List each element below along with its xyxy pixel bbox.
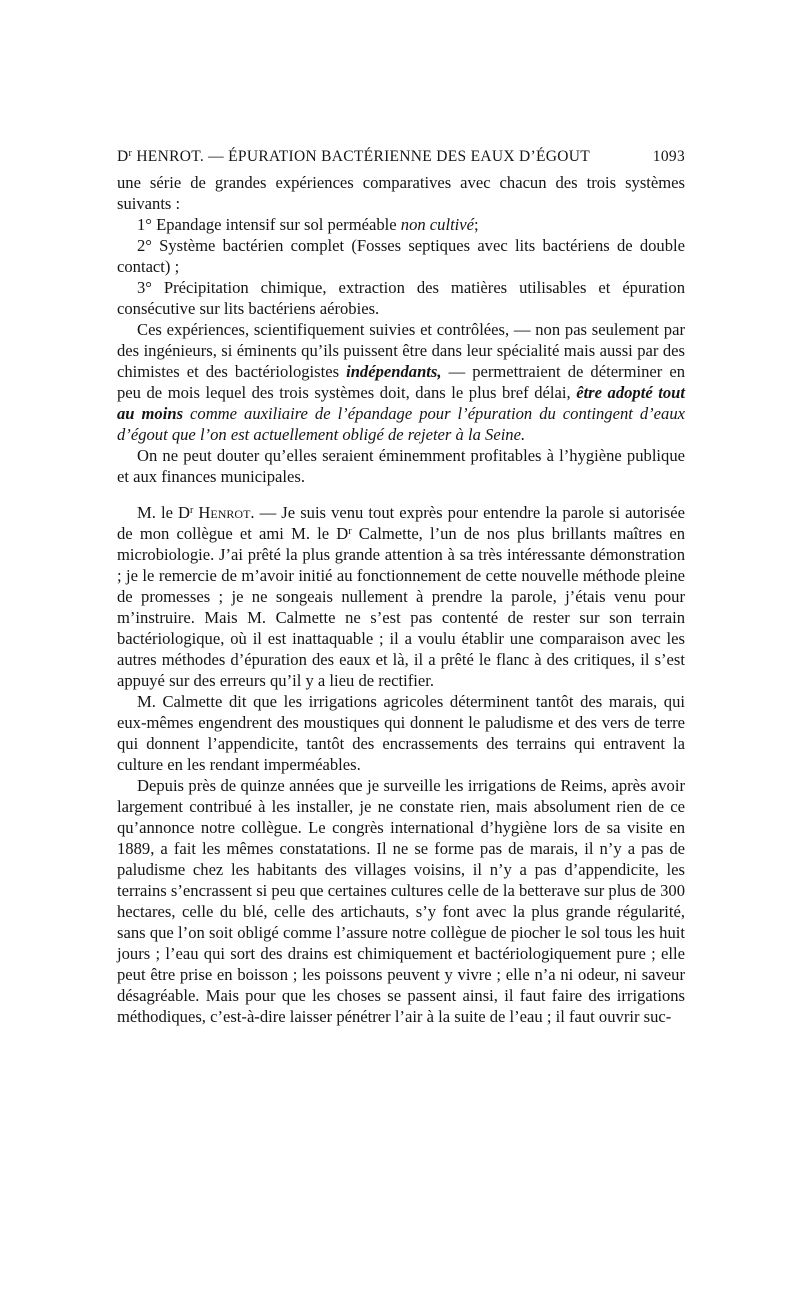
speaker-name: Henrot.: [193, 503, 255, 522]
henrot-speech-paragraph: M. le $D^r$ Henrot. — Je suis venu tout exprès pour entendre la parole si autorisée de mon collègue et ami M. le $D^r$ Calmette, l’un de nos plus brillants maîtres en microbiologie. J’ai prêté la plus grande attention à sa très intéressante démonstration ; je le remercie de m’avoir initié au fonctionnement de cette nouvelle méthode pleine de promesses ; je ne songeais nullement à prendre la parole, j’étais venu pour m’instruire. Mais M. Calmette ne s’est pas contenté de rester sur son terrain bactériologique, où il est inattaquable ; il a voulu établir une comparaison avec les autres méthodes d’épuration des eaux et là, il a prêté le flanc à des critiques, il s’est appuyé sur des erreurs qu’il y a lieu de rectifier.: [117, 503, 685, 690]
calmette-paragraph: M. Calmette dit que les irrigations agricoles déterminent tantôt des marais, qui eux-mêmes engendrent des moustiques qui donnent le paludisme et des vers de terre qui donnent l’appendicite, tantôt des encrassements des terrains qui entravent la culture en les rendant imperméables.: [117, 692, 685, 774]
list-item-2: 2° Système bactérien complet (Fosses septiques avec lits bactériens de double contact) ;: [117, 236, 685, 276]
document-page: [117, 146, 685, 1027]
intro-paragraph: une série de grandes expériences comparatives avec chacun des trois systèmes suivants :: [117, 173, 685, 213]
experiences-paragraph: Ces expériences, scientifiquement suivies et contrôlées, — non pas seulement par des ingénieurs, si éminents qu’ils puissent être dans leur spécialité mais aussi par des chimistes et des bactériologistes indépendants, — permettraient de déterminer en peu de mois lequel des trois systèmes doit, dans le plus bref délai, être adopté tout au moins comme auxiliaire de l’épandage pour l’épuration du contingent d’eaux d’égout que l’on est actuellement obligé de rejeter à la Seine.: [117, 320, 686, 444]
list-item-1: 1° Epandage intensif sur sol perméable non cultivé;: [137, 215, 479, 234]
running-title: $D^r$ HENROT. — ÉPURATION BACTÉRIENNE DES EAUX D’ÉGOUT: [117, 148, 590, 165]
conclusion-paragraph: On ne peut douter qu’elles seraient éminemment profitables à l’hygiène publique et aux finances municipales.: [117, 446, 685, 486]
reims-paragraph: Depuis près de quinze années que je surveille les irrigations de Reims, après avoir largement contribué à les installer, je ne constate rien, mais absolument rien de ce qu’annonce notre collègue. Le congrès international d’hygiène lors de sa visite en 1889, a fait les mêmes constatations. Il ne se forme pas de marais, il n’y a pas de paludisme chez les habitants des villages voisins, il n’y a pas d’appendicite, les terrains s’encrassent si peu que certaines cultures celle de la betterave sur plus de 300 hectares, celle du blé, celle des artichauts, s’y font avec la plus grande régularité, sans que l’on soit obligé comme l’assure notre collègue de piocher le sol tous les huit jours ; l’eau qui sort des drains est chimiquement et bactériologiquement pure ; elle peut être prise en boisson ; les poissons peuvent y vivre ; elle n’a ni odeur, ni saveur désagréable. Mais pour que les choses se passent ainsi, il faut faire des irrigations méthodiques, c’est-à-dire laisser pénétrer l’air à la suite de l’eau ; il faut ouvrir suc-: [117, 776, 685, 1026]
running-header: [117, 146, 685, 167]
page-number: 1093: [652, 148, 685, 165]
list-item-3: 3° Précipitation chimique, extraction des matières utilisables et épuration consécutive sur lits bactériens aérobies.: [117, 278, 685, 318]
